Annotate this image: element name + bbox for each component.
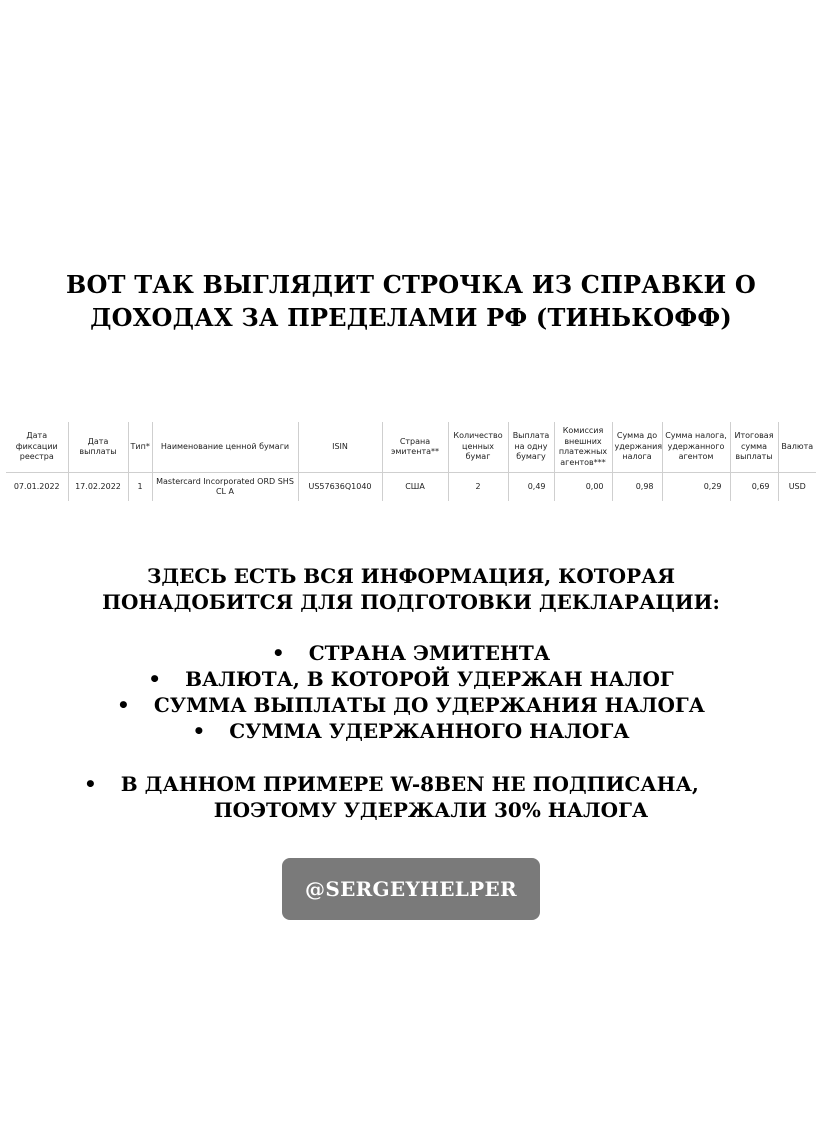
- header-record-date: Дата фиксации реестра: [6, 422, 68, 473]
- header-country: Страна эмитента**: [382, 422, 448, 473]
- bullet-icon: •: [148, 667, 162, 691]
- header-per-share: Выплата на одну бумагу: [508, 422, 554, 473]
- bullet-list: [0, 640, 822, 744]
- bullet-text-country: СТРАНА ЭМИТЕНТА: [308, 641, 551, 665]
- header-quantity: Количество ценных бумаг: [448, 422, 508, 473]
- bullet-icon: •: [84, 772, 97, 796]
- bullet-text-currency: ВАЛЮТА, В КОТОРОЙ УДЕРЖАН НАЛОГ: [185, 667, 674, 691]
- cell-net-amount: 0,69: [730, 473, 778, 502]
- handle-badge[interactable]: @SERGEYHELPER: [282, 858, 540, 920]
- header-currency: Валюта: [778, 422, 816, 473]
- cell-security-name: Mastercard Incorporated ORD SHS CL A: [152, 473, 298, 502]
- note-line-1-row: [84, 771, 699, 797]
- title-line-1: ВОТ ТАК ВЫГЛЯДИТ СТРОЧКА ИЗ СПРАВКИ О: [65, 270, 757, 299]
- list-item: [0, 692, 822, 718]
- header-gross-amount: Сумма до удержания налога: [612, 422, 662, 473]
- info-line-1: ЗДЕСЬ ЕСТЬ ВСЯ ИНФОРМАЦИЯ, КОТОРАЯ: [146, 564, 676, 588]
- header-isin: ISIN: [298, 422, 382, 473]
- header-tax-withheld: Сумма налога, удержанного агентом: [662, 422, 730, 473]
- info-text: [0, 563, 822, 615]
- title-line-2: ДОХОДАХ ЗА ПРЕДЕЛАМИ РФ (ТИНЬКОФФ): [90, 303, 732, 332]
- table-header-row: [6, 422, 816, 473]
- info-line-2: ПОНАДОБИТСЯ ДЛЯ ПОДГОТОВКИ ДЕКЛАРАЦИИ:: [102, 590, 720, 614]
- income-report-table: [6, 422, 816, 501]
- header-commission: Комиссия внешних платежных агентов***: [554, 422, 612, 473]
- table-row: [6, 473, 816, 502]
- list-item: [0, 718, 822, 744]
- bullet-icon: •: [271, 641, 285, 665]
- note-line-2: ПОЭТОМУ УДЕРЖАЛИ 30% НАЛОГА: [213, 798, 649, 822]
- cell-commission: 0,00: [554, 473, 612, 502]
- cell-country: США: [382, 473, 448, 502]
- header-type: Тип*: [128, 422, 152, 473]
- header-payment-date: Дата выплаты: [68, 422, 128, 473]
- bullet-text-gross: СУММА ВЫПЛАТЫ ДО УДЕРЖАНИЯ НАЛОГА: [153, 693, 705, 717]
- cell-gross-amount: 0,98: [612, 473, 662, 502]
- cell-tax-withheld: 0,29: [662, 473, 730, 502]
- cell-per-share: 0,49: [508, 473, 554, 502]
- header-security-name: Наименование ценной бумаги: [152, 422, 298, 473]
- bullet-icon: •: [117, 693, 130, 717]
- cell-isin: US57636Q1040: [298, 473, 382, 502]
- cell-quantity: 2: [448, 473, 508, 502]
- page-title: [0, 268, 822, 334]
- header-net-amount: Итоговая сумма выплаты: [730, 422, 778, 473]
- bullet-text-tax: СУММА УДЕРЖАННОГО НАЛОГА: [229, 719, 630, 743]
- note-line-1: В ДАННОМ ПРИМЕРЕ W-8BEN НЕ ПОДПИСАНА,: [120, 772, 699, 796]
- list-item: [0, 666, 822, 692]
- list-item: [0, 640, 822, 666]
- cell-payment-date: 17.02.2022: [68, 473, 128, 502]
- cell-type: 1: [128, 473, 152, 502]
- bullet-icon: •: [192, 719, 206, 743]
- cell-record-date: 07.01.2022: [13, 482, 60, 491]
- cell-currency: USD: [778, 473, 816, 502]
